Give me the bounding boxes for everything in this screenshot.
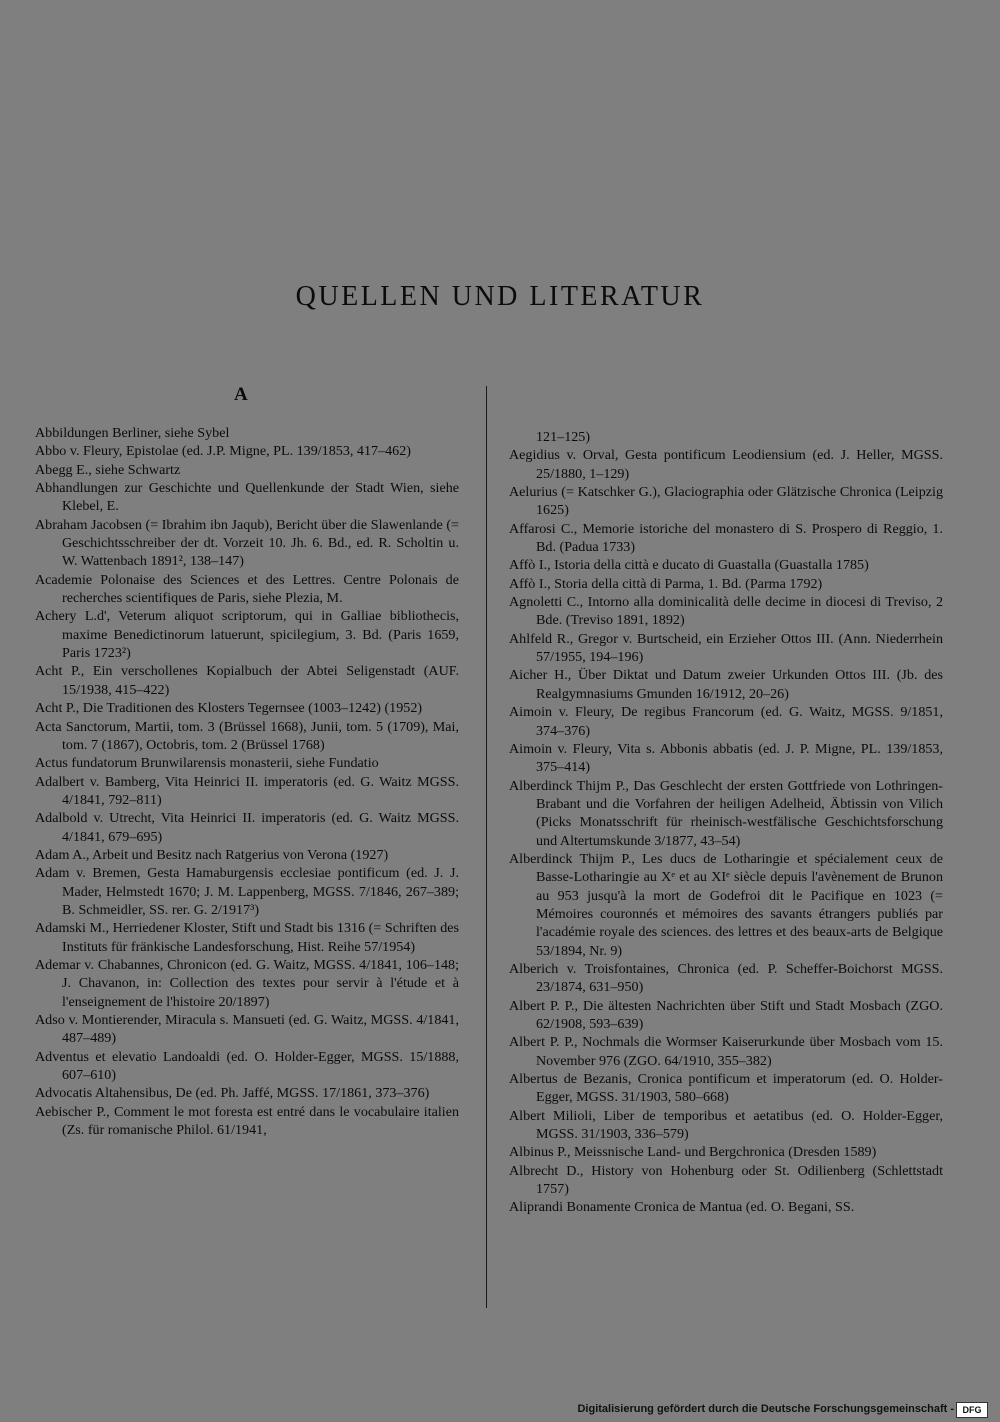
bibliography-entry: Acta Sanctorum, Martii, tom. 3 (Brüssel 1668), Junii, tom. 5 (1709), Mai, tom. 7 (1867), Octobris, tom. 2 (Brüssel 1768)	[35, 718, 459, 753]
bibliography-entry: Acht P., Die Traditionen des Klosters Tegernsee (1003–1242) (1952)	[35, 700, 423, 717]
bibliography-entry: Actus fundatorum Brunwilarensis monasterii, siehe Fundatio	[35, 755, 379, 772]
left-column	[35, 424, 459, 1139]
bibliography-entry: Albertus de Bezanis, Cronica pontificum et imperatorum (ed. O. Holder-Egger, MGSS. 31/1903, 580–668)	[509, 1071, 943, 1106]
bibliography-entry: Adam v. Bremen, Gesta Hamaburgensis ecclesiae pontificum (ed. J. J. Mader, Helmstedt 1670; J. M. Lappenberg, MGSS. 7/1846, 267–389; B. Schmeidler, SS. rer. G. 2/1917³)	[35, 865, 459, 918]
bibliography-entry: Aicher H., Über Diktat und Datum zweier Urkunden Ottos III. (Jb. des Realgymnasiums Gmunden 16/1912, 20–26)	[509, 667, 943, 702]
bibliography-entry: Ademar v. Chabannes, Chronicon (ed. G. Waitz, MGSS. 4/1841, 106–148; J. Chavanon, in: Collection des textes pour servir à l'étude et à l'enseignement de l'histoire 20/1897)	[35, 956, 459, 1010]
bibliography-entry: Albinus P., Meissnische Land- und Bergchronica (Dresden 1589)	[509, 1144, 877, 1161]
bibliography-entry: Albert P. P., Die ältesten Nachrichten über Stift und Stadt Mosbach (ZGO. 62/1908, 593–639)	[509, 997, 943, 1032]
bibliography-entry: Adso v. Montierender, Miracula s. Mansueti (ed. G. Waitz, MGSS. 4/1841, 487–489)	[35, 1012, 459, 1047]
bibliography-entry: Adamski M., Herriedener Kloster, Stift und Stadt bis 1316 (= Schriften des Instituts für fränkische Landesforschung, Hist. Reihe 57/1954)	[35, 920, 459, 955]
bibliography-entry: Aimoin v. Fleury, Vita s. Abbonis abbatis (ed. J. P. Migne, PL. 139/1853, 375–414)	[509, 740, 943, 776]
footer-credit: Digitalisierung gefördert durch die Deutsche Forschungsgemeinschaft -	[577, 1403, 954, 1415]
bibliography-entry: Acht P., Ein verschollenes Kopialbuch der Abtei Seligenstadt (AUF. 15/1938, 415–422)	[35, 663, 459, 698]
bibliography-entry: Alberich v. Troisfontaines, Chronica (ed. P. Scheffer-Boichorst MGSS. 23/1874, 631–950)	[509, 960, 943, 996]
bibliography-entry: Adalbold v. Utrecht, Vita Heinrici II. imperatoris (ed. G. Waitz MGSS. 4/1841, 679–695)	[35, 810, 459, 845]
section-letter: A	[234, 384, 248, 405]
bibliography-entry: Aliprandi Bonamente Cronica de Mantua (ed. O. Begani, SS.	[509, 1199, 855, 1216]
bibliography-entry: Albert P. P., Nochmals die Wormser Kaiserurkunde über Mosbach vom 15. November 976 (ZGO. 64/1910, 355–382)	[509, 1034, 943, 1069]
bibliography-entry: Aimoin v. Fleury, De regibus Francorum (ed. G. Waitz, MGSS. 9/1851, 374–376)	[509, 704, 943, 739]
bibliography-entry: Alberdinck Thijm P., Das Geschlecht der ersten Gottfriede von Lothringen-Brabant und die Vorfahren der heiligen Adelheid, Äbtissin von Vilich (Picks Monatsschrift für rheinisch-westfälische Geschichtsforschung und Altertumskunde 3/1877, 43–54)	[509, 777, 943, 849]
bibliography-entry: Aelurius (= Katschker G.), Glaciographia oder Glätzische Chronica (Leipzig 1625)	[509, 484, 943, 519]
bibliography-entry: Adventus et elevatio Landoaldi (ed. O. Holder-Egger, MGSS. 15/1888, 607–610)	[35, 1048, 459, 1084]
bibliography-entry: Achery L.d', Veterum aliquot scriptorum, qui in Galliae bibliothecis, maxime Benedictinorum latuerunt, spicilegium, 3. Bd. (Paris 1659, Paris 1723²)	[35, 608, 459, 662]
bibliography-entry: Affò I., Storia della città di Parma, 1. Bd. (Parma 1792)	[509, 575, 823, 592]
right-column	[509, 428, 943, 1217]
continuation-entry: 121–125)	[536, 429, 591, 445]
dfg-logo: DFG	[956, 1402, 988, 1418]
column-divider	[486, 386, 487, 1308]
bibliography-entry: Aegidius v. Orval, Gesta pontificum Leodiensium (ed. J. Heller, MGSS. 25/1880, 1–129)	[509, 447, 943, 482]
bibliography-entry: Adalbert v. Bamberg, Vita Heinrici II. imperatoris (ed. G. Waitz MGSS. 4/1841, 792–811)	[35, 773, 459, 808]
bibliography-entry: Albrecht D., History von Hohenburg oder St. Odilienberg (Schlettstadt 1757)	[509, 1162, 943, 1198]
bibliography-entry: Abbildungen Berliner, siehe Sybel	[35, 425, 230, 441]
page-title: QUELLEN UND LITERATUR	[295, 281, 705, 312]
bibliography-entry: Affò I., Istoria della città e ducato di Guastalla (Guastalla 1785)	[509, 557, 869, 574]
bibliography-entry: Alberdinck Thijm P., Les ducs de Lotharingie et spécialement ceux de Basse-Lotharingie au Xᵉ et au XIᵉ siècle depuis l'avènement de Brunon au 953 jusqu'à la mort de Godefroi dit le Pacifique en 1023 (= Mémoires couronnés et mémoires des savants étrangers publiés par l'académie royale des sciences. des lettres et des beaux-arts de Belgique 53/1894, Nr. 9)	[509, 850, 943, 959]
bibliography-entry: Aebischer P., Comment le mot foresta est entré dans le vocabulaire italien (Zs. für romanische Philol. 61/1941,	[35, 1103, 459, 1139]
bibliography-entry: Adam A., Arbeit und Besitz nach Ratgerius von Verona (1927)	[35, 846, 389, 863]
bibliography-entry: Abbo v. Fleury, Epistolae (ed. J.P. Migne, PL. 139/1853, 417–462)	[35, 443, 411, 460]
bibliography-entry: Ahlfeld R., Gregor v. Burtscheid, ein Erzieher Ottos III. (Ann. Niederrhein 57/1955, 194–196)	[509, 630, 943, 666]
bibliography-entry: Abhandlungen zur Geschichte und Quellenkunde der Stadt Wien, siehe Klebel, E.	[35, 480, 459, 515]
bibliography-entry: Albert Milioli, Liber de temporibus et aetatibus (ed. O. Holder-Egger, MGSS. 31/1903, 336–579)	[509, 1107, 943, 1143]
bibliography-entry: Abraham Jacobsen (= Ibrahim ibn Jaqub), Bericht über die Slawenlande (= Geschichtsschreiber der dt. Vorzeit 10. Jh. 6. Bd., ed. R. Scholtin u. W. Wattenbach 1891², 138–147)	[35, 516, 459, 570]
bibliography-entry: Academie Polonaise des Sciences et des Lettres. Centre Polonais de recherches scientifiques de Paris, siehe Plezia, M.	[35, 571, 459, 607]
bibliography-entry: Advocatis Altahensibus, De (ed. Ph. Jaffé, MGSS. 17/1861, 373–376)	[35, 1085, 430, 1102]
bibliography-entry: Abegg E., siehe Schwartz	[35, 461, 181, 478]
bibliography-entry: Agnoletti C., Intorno alla dominicalità delle decime in diocesi di Treviso, 2 Bde. (Treviso 1891, 1892)	[509, 594, 943, 629]
bibliography-entry: Affarosi C., Memorie istoriche del monastero di S. Prospero di Reggio, 1. Bd. (Padua 1733)	[509, 520, 943, 556]
